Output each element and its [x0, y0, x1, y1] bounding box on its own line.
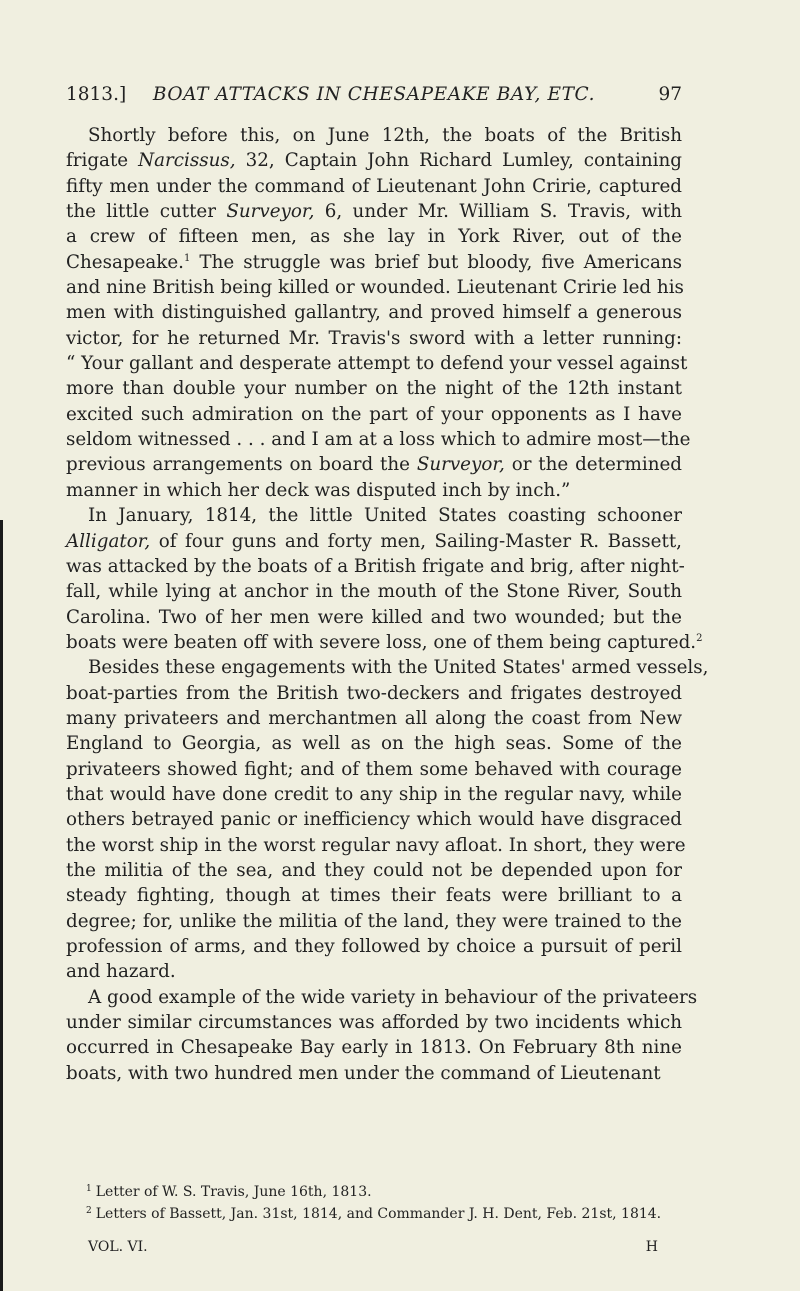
- text-line: [66, 224, 682, 249]
- text-run: 6, under Mr. William S. Travis, with: [314, 201, 682, 223]
- text-line: [66, 148, 682, 173]
- text-run: the militia of the sea, and they could not be depended upon for: [66, 859, 682, 881]
- text-run: The struggle was brief but bloody, five Americans: [190, 251, 682, 273]
- footnote-text: Letter of W. S. Travis, June 16th, 1813.: [95, 1184, 372, 1200]
- italic-text: Alligator,: [66, 530, 151, 552]
- footnote-1: [66, 1184, 682, 1200]
- page-edge-shadow: [0, 520, 3, 1291]
- text-run: manner in which her deck was disputed inch by inch.”: [66, 479, 571, 501]
- text-line: [66, 782, 682, 807]
- text-run: was attacked by the boats of a British frigate and brig, after night-: [66, 555, 685, 577]
- text-run: and hazard.: [66, 961, 176, 983]
- text-line: [66, 681, 682, 706]
- text-run: privateers showed fight; and of them some behaved with courage: [66, 758, 682, 780]
- text-line: [66, 275, 682, 300]
- text-run: steady fighting, though at times their feats were brilliant to a: [66, 885, 682, 907]
- text-run: England to Georgia, as well as on the high seas. Some of the: [66, 733, 682, 755]
- text-line: [66, 300, 682, 325]
- text-line: [66, 402, 682, 427]
- text-run: previous arrangements on board the: [66, 454, 417, 476]
- text-run: boats were beaten off with severe loss, one of them being captured.: [66, 631, 697, 653]
- text-line: [66, 376, 682, 401]
- text-line: [66, 731, 682, 756]
- text-run: the little cutter: [66, 201, 227, 223]
- text-line: [66, 807, 682, 832]
- text-run: “ Your gallant and desperate attempt to defend your vessel against: [66, 353, 688, 375]
- text-line: [66, 1010, 682, 1035]
- running-header: [66, 84, 682, 114]
- text-line: [66, 605, 682, 630]
- text-run: of four guns and forty men, Sailing-Master R. Bassett,: [150, 530, 682, 552]
- text-line: [66, 529, 682, 554]
- text-line: [66, 757, 682, 782]
- text-run: profession of arms, and they followed by choice a pursuit of peril: [66, 936, 682, 957]
- text-line: [66, 630, 703, 655]
- text-run: seldom witnessed . . . and I am at a loss which to admire most—the: [66, 429, 691, 451]
- text-line: [66, 959, 682, 984]
- text-line: [66, 174, 682, 199]
- text-run: under similar circumstances was afforded by two incidents which: [66, 1012, 682, 1034]
- text-line: [66, 909, 682, 934]
- text-line: [66, 1035, 682, 1060]
- text-run: many privateers and merchantmen all along the coast from New: [66, 707, 682, 729]
- text-run: A good example of the wide variety in behaviour of the privateers: [88, 986, 698, 1008]
- text-line: [66, 934, 682, 959]
- text-run: frigate: [66, 150, 139, 172]
- footnote-text: Letters of Bassett, Jan. 31st, 1814, and Commander J. H. Dent, Feb. 21st, 1814.: [95, 1206, 662, 1222]
- text-run: that would have done credit to any ship in the regular navy, while: [66, 783, 682, 805]
- header-title: BOAT ATTACKS IN CHESAPEAKE BAY, ETC.: [152, 84, 596, 105]
- text-line: [66, 858, 682, 883]
- text-run: degree; for, unlike the militia of the land, they were trained to the: [66, 910, 682, 932]
- text-line: [66, 883, 682, 908]
- text-line: [66, 503, 682, 528]
- text-run: or the determined: [504, 454, 682, 476]
- text-run: occurred in Chesapeake Bay early in 1813. On February 8th nine: [66, 1037, 682, 1059]
- text-line: [66, 1061, 682, 1086]
- italic-text: Surveyor,: [416, 454, 505, 476]
- signature-letter: H: [645, 1239, 658, 1255]
- text-line: [66, 478, 682, 503]
- text-line: [66, 554, 685, 579]
- text-run: more than double your number on the night of the 12th instant: [66, 378, 682, 400]
- footnote-reference: 1: [184, 252, 191, 264]
- text-run: the worst ship in the worst regular navy afloat. In short, they were: [66, 834, 686, 856]
- volume-label: VOL. VI.: [88, 1239, 148, 1255]
- text-run: others betrayed panic or inefficiency which would have disgraced: [66, 809, 682, 831]
- text-line: [66, 250, 682, 275]
- text-line: [66, 833, 686, 858]
- text-line: [66, 706, 682, 731]
- text-run: boats, with two hundred men under the command of Lieutenant: [66, 1062, 661, 1084]
- italic-text: Narcissus,: [138, 150, 236, 172]
- text-run: Besides these engagements with the United States' armed vessels,: [88, 657, 709, 679]
- text-line: [66, 326, 682, 351]
- signature-line: [88, 1239, 658, 1255]
- text-run: victor, for he returned Mr. Travis's sword with a letter running:: [66, 327, 682, 349]
- text-line: [66, 655, 709, 680]
- text-run: 32, Captain John Richard Lumley, containing: [235, 150, 682, 172]
- text-run: Chesapeake.: [66, 251, 184, 273]
- text-line: [66, 579, 682, 604]
- text-run: fall, while lying at anchor in the mouth of the Stone River, South: [66, 581, 682, 603]
- italic-text: Surveyor,: [226, 201, 315, 223]
- text-line: [66, 199, 682, 224]
- footnote-reference: 2: [696, 632, 703, 644]
- text-run: men with distinguished gallantry, and proved himself a generous: [66, 302, 682, 324]
- footnote-2: [66, 1206, 682, 1222]
- footnote-mark: 2: [86, 1206, 92, 1216]
- header-year: 1813.]: [66, 84, 127, 105]
- text-run: fifty men under the command of Lieutenant John Cririe, captured: [66, 175, 682, 197]
- footnote-mark: 1: [86, 1184, 92, 1194]
- text-run: excited such admiration on the part of your opponents as I have: [66, 403, 682, 425]
- text-run: Shortly before this, on June 12th, the boats of the British: [88, 125, 682, 146]
- text-line: [66, 351, 688, 376]
- text-run: In January, 1814, the little United States coasting schooner: [88, 505, 682, 527]
- text-run: boat-parties from the British two-deckers and frigates destroyed: [66, 682, 682, 704]
- text-run: a crew of fifteen men, as she lay in York River, out of the: [66, 226, 682, 248]
- page-number: 97: [658, 84, 682, 105]
- text-line: [66, 452, 682, 477]
- text-line: [66, 985, 698, 1010]
- text-line: [66, 427, 691, 452]
- text-run: and nine British being killed or wounded. Lieutenant Cririe led his: [66, 277, 684, 299]
- text-run: Carolina. Two of her men were killed and two wounded; but the: [66, 606, 682, 628]
- body-text: [66, 123, 709, 1086]
- text-line: [66, 123, 682, 148]
